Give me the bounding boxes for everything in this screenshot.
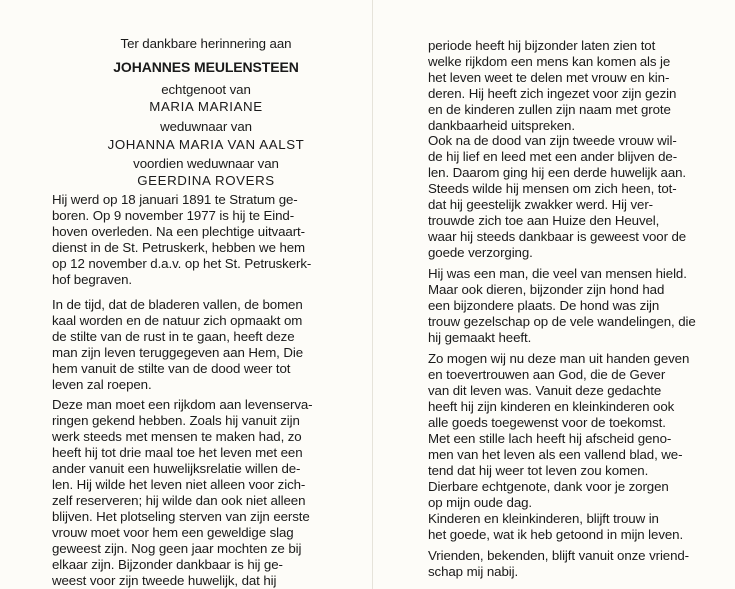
spouse2-label: weduwnaar van	[160, 119, 252, 134]
text-line: trouw gezelschap op de vele wandelingen, die	[428, 314, 696, 329]
text-line: deren. Hij heeft zich ingezet voor zijn gezin	[428, 86, 677, 101]
text-line: leven zal roepen.	[52, 377, 152, 392]
card-fold-divider	[372, 0, 373, 589]
text-line: hof begraven.	[52, 272, 133, 287]
text-line: ander vanuit een huwelijksrelatie willen de-	[52, 461, 301, 476]
text-line: heeft hij tot drie maal toe het leven met een	[52, 445, 303, 460]
text-line: blijven. Het plotseling sterven van zijn eerste	[52, 509, 310, 524]
text-line: man zijn leven teruggegeven aan Hem, Die	[52, 345, 304, 360]
text-line: Dierbare echtgenote, dank voor je zorgen	[428, 479, 669, 494]
text-line: ringen gekend hebben. Zoals hij vanuit zijn	[52, 413, 300, 428]
text-line: op 12 november d.a.v. op het St. Petruskerk-	[52, 256, 312, 271]
text-line: vrouw moet voor hem een geweldige slag	[52, 525, 294, 540]
text-line: heeft hij zijn kinderen en kleinkinderen ook	[428, 399, 675, 414]
text-line: In de tijd, dat de bladeren vallen, de bomen	[52, 297, 303, 312]
text-line: welke rijkdom een mens kan komen als je	[428, 54, 671, 69]
spouse3-label: voordien weduwnaar van	[133, 156, 279, 171]
text-line: werk steeds met mensen te maken had, zo	[52, 429, 302, 444]
text-line: dat hij geestelijk zwakker werd. Hij ver-	[428, 197, 653, 212]
text-line: Kinderen en kleinkinderen, blijft trouw in	[428, 511, 659, 526]
text-line: dienst in de St. Petruskerk, hebben we hem	[52, 240, 306, 255]
text-line: periode heeft hij bijzonder laten zien tot	[428, 38, 656, 53]
text-line: tend dat hij weer tot leven zou komen.	[428, 463, 649, 478]
text-line: hoven overleden. Na een plechtige uitvaart-	[52, 224, 305, 239]
text-line: men van het leven als een vallend blad, we-	[428, 447, 683, 462]
text-line: Hij werd op 18 januari 1891 te Stratum ge-	[52, 192, 298, 207]
text-line: alle goeds toegewenst voor de toekomst.	[428, 415, 666, 430]
text-line: kaal worden en de natuur zich opmaakt om	[52, 313, 303, 328]
spouse1-name: MARIA MARIANE	[149, 99, 263, 114]
deceased-name: JOHANNES MEULENSTEEN	[113, 59, 299, 75]
text-line: een bijzondere plaats. De hond was zijn	[428, 298, 660, 313]
text-line: en de kinderen zullen zijn naam met grote	[428, 102, 671, 117]
text-line: de hij lief en leed met een ander blijven de-	[428, 149, 678, 164]
text-line: schap mij nabij.	[428, 564, 519, 579]
text-line: het goede, wat ik heb getoond in mijn leven.	[428, 527, 684, 542]
text-line: elkaar zijn. Bijzonder dankbaar is hij ge-	[52, 557, 283, 572]
text-line: hij gemaakt heeft.	[428, 330, 532, 345]
text-line: boren. Op 9 november 1977 is hij te Eind-	[52, 208, 295, 223]
text-line: Deze man moet een rijkdom aan levenserva-	[52, 397, 313, 412]
text-line: op mijn oude dag.	[428, 495, 533, 510]
text-line: het leven weet te delen met vrouw en kin-	[428, 70, 670, 85]
text-line: waar hij steeds dankbaar is geweest voor de	[428, 229, 687, 244]
text-line: Met een stille lach heeft hij afscheid geno-	[428, 431, 672, 446]
text-line: zelf reserveren; hij wilde dan ook niet alleen	[52, 493, 306, 508]
spouse1-label: echtgenoot van	[161, 82, 251, 97]
text-line: Steeds wilde hij mensen om zich heen, tot-	[428, 181, 677, 196]
text-line: Zo mogen wij nu deze man uit handen geven	[428, 351, 690, 366]
text-line: de stilte van de rust in te gaan, heeft deze	[52, 329, 295, 344]
text-line: van dit leven was. Vanuit deze gedachte	[428, 383, 662, 398]
text-line: Vrienden, bekenden, blijft vanuit onze vriend-	[428, 548, 690, 563]
text-line: Hij was een man, die veel van mensen hield.	[428, 266, 687, 281]
text-line: len. Daarom ging hij een derde huwelijk aan.	[428, 165, 687, 180]
text-line: geweest zijn. Nog geen jaar mochten ze bij	[52, 541, 302, 556]
text-line: hem vanuit de stilte van de dood weer tot	[52, 361, 291, 376]
text-line: trouwde zich toe aan Huize den Heuvel,	[428, 213, 660, 228]
text-line: len. Hij wilde het leven niet alleen voor zich-	[52, 477, 306, 492]
text-line: Ook na de dood van zijn tweede vrouw wil-	[428, 133, 677, 148]
text-line: weest voor zijn tweede huwelijk, dat hij	[52, 573, 277, 588]
text-line: goede verzorging.	[428, 245, 533, 260]
spouse3-name: GEERDINA ROVERS	[137, 173, 275, 188]
text-line: en toevertrouwen aan God, die de Gever	[428, 367, 666, 382]
spouse2-name: JOHANNA MARIA VAN AALST	[107, 137, 305, 152]
text-line: dankbaarheid uitspreken.	[428, 118, 575, 133]
intro-line: Ter dankbare herinnering aan	[120, 36, 292, 51]
text-line: Maar ook dieren, bijzonder zijn hond had	[428, 282, 665, 297]
